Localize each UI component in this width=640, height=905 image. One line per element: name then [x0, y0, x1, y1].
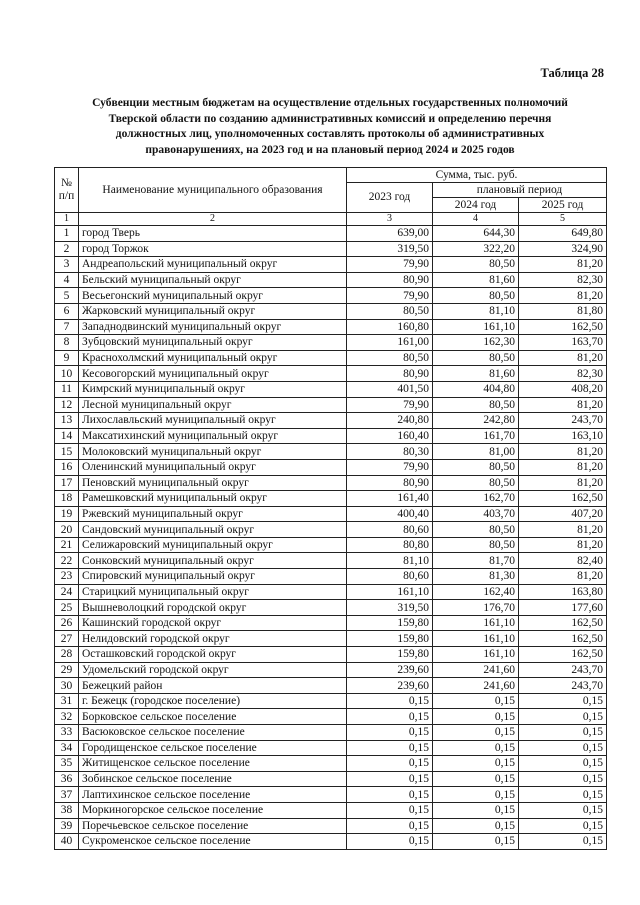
municipality-name: Андреапольский муниципальный округ [79, 257, 347, 273]
value-2024: 0,15 [433, 709, 519, 725]
row-number: 15 [55, 444, 79, 460]
value-2023: 81,10 [347, 553, 433, 569]
value-2024: 80,50 [433, 288, 519, 304]
value-2023: 0,15 [347, 709, 433, 725]
municipality-name: Селижаровский муниципальный округ [79, 537, 347, 553]
value-2024: 161,10 [433, 319, 519, 335]
value-2023: 80,60 [347, 569, 433, 585]
value-2024: 0,15 [433, 740, 519, 756]
row-number: 40 [55, 834, 79, 850]
value-2025: 81,20 [519, 397, 607, 413]
value-2025: 0,15 [519, 709, 607, 725]
value-2025: 177,60 [519, 600, 607, 616]
value-2024: 80,50 [433, 522, 519, 538]
value-2024: 176,70 [433, 600, 519, 616]
value-2025: 82,40 [519, 553, 607, 569]
value-2025: 81,80 [519, 303, 607, 319]
value-2024: 161,10 [433, 615, 519, 631]
value-2023: 79,90 [347, 288, 433, 304]
value-2023: 160,40 [347, 428, 433, 444]
row-number: 26 [55, 615, 79, 631]
value-2024: 0,15 [433, 834, 519, 850]
value-2025: 162,50 [519, 615, 607, 631]
value-2025: 0,15 [519, 771, 607, 787]
table-row [55, 802, 607, 818]
table-row [55, 226, 607, 242]
value-2024: 161,10 [433, 647, 519, 663]
municipality-name: Весьегонский муниципальный округ [79, 288, 347, 304]
header-2024: 2024 год [433, 198, 519, 213]
municipality-name: Кесовогорский муниципальный округ [79, 366, 347, 382]
municipality-name: Удомельский городской округ [79, 662, 347, 678]
value-2023: 0,15 [347, 802, 433, 818]
table-row [55, 241, 607, 257]
value-2025: 649,80 [519, 226, 607, 242]
value-2025: 162,50 [519, 647, 607, 663]
value-2023: 400,40 [347, 506, 433, 522]
table-row [55, 459, 607, 475]
value-2024: 0,15 [433, 693, 519, 709]
row-number: 12 [55, 397, 79, 413]
column-index: 4 [433, 213, 519, 226]
value-2024: 81,70 [433, 553, 519, 569]
value-2023: 401,50 [347, 381, 433, 397]
value-2024: 80,50 [433, 537, 519, 553]
value-2023: 80,50 [347, 350, 433, 366]
value-2024: 80,50 [433, 350, 519, 366]
municipality-name: Поречьевское сельское поселение [79, 818, 347, 834]
table-row [55, 740, 607, 756]
value-2023: 639,00 [347, 226, 433, 242]
table-row [55, 272, 607, 288]
value-2023: 0,15 [347, 787, 433, 803]
value-2025: 162,50 [519, 319, 607, 335]
value-2024: 81,60 [433, 366, 519, 382]
row-number: 35 [55, 756, 79, 772]
table-row [55, 569, 607, 585]
column-index-row [55, 213, 607, 226]
value-2023: 80,50 [347, 303, 433, 319]
document-title [52, 96, 608, 158]
row-number: 24 [55, 584, 79, 600]
municipality-name: Рамешковский муниципальный округ [79, 491, 347, 507]
row-number: 34 [55, 740, 79, 756]
table-row [55, 693, 607, 709]
municipality-name: Старицкий муниципальный округ [79, 584, 347, 600]
value-2025: 163,10 [519, 428, 607, 444]
value-2023: 319,50 [347, 600, 433, 616]
value-2024: 644,30 [433, 226, 519, 242]
table-row [55, 662, 607, 678]
value-2024: 162,40 [433, 584, 519, 600]
municipality-name: Лихославльский муниципальный округ [79, 413, 347, 429]
row-number: 38 [55, 802, 79, 818]
municipality-name: Сукроменское сельское поселение [79, 834, 347, 850]
row-number: 18 [55, 491, 79, 507]
table-row [55, 787, 607, 803]
municipality-name: Оленинский муниципальный округ [79, 459, 347, 475]
value-2023: 79,90 [347, 459, 433, 475]
table-row [55, 771, 607, 787]
column-index: 3 [347, 213, 433, 226]
row-number: 6 [55, 303, 79, 319]
row-number: 32 [55, 709, 79, 725]
row-number: 33 [55, 725, 79, 741]
value-2023: 0,15 [347, 725, 433, 741]
row-number: 8 [55, 335, 79, 351]
row-number: 5 [55, 288, 79, 304]
row-number: 29 [55, 662, 79, 678]
table-row [55, 397, 607, 413]
row-number: 7 [55, 319, 79, 335]
value-2023: 80,30 [347, 444, 433, 460]
title-line: Тверской области по созданию административных комиссий и определению перечня [108, 112, 552, 125]
value-2025: 82,30 [519, 366, 607, 382]
header-2023: 2023 год [347, 183, 433, 213]
value-2024: 80,50 [433, 257, 519, 273]
value-2023: 80,60 [347, 522, 433, 538]
table-row [55, 818, 607, 834]
value-2025: 0,15 [519, 787, 607, 803]
municipality-name: Житищенское сельское поселение [79, 756, 347, 772]
value-2024: 242,80 [433, 413, 519, 429]
municipality-name: Максатихинский муниципальный округ [79, 428, 347, 444]
table-row [55, 522, 607, 538]
row-number: 14 [55, 428, 79, 444]
value-2025: 162,50 [519, 491, 607, 507]
table-row [55, 288, 607, 304]
value-2023: 79,90 [347, 257, 433, 273]
header-plan-period: плановый период [433, 183, 607, 198]
table-body [55, 226, 607, 850]
value-2025: 243,70 [519, 678, 607, 694]
municipality-name: Жарковский муниципальный округ [79, 303, 347, 319]
value-2025: 324,90 [519, 241, 607, 257]
municipality-name: Васюковское сельское поселение [79, 725, 347, 741]
value-2023: 159,80 [347, 615, 433, 631]
municipality-name: Бежецкий район [79, 678, 347, 694]
municipality-name: Моркиногорское сельское поселение [79, 802, 347, 818]
table-row [55, 413, 607, 429]
row-number: 11 [55, 381, 79, 397]
value-2025: 81,20 [519, 569, 607, 585]
header-2025: 2025 год [519, 198, 607, 213]
value-2023: 80,90 [347, 475, 433, 491]
row-number: 2 [55, 241, 79, 257]
value-2025: 0,15 [519, 818, 607, 834]
value-2024: 80,50 [433, 459, 519, 475]
municipality-name: Нелидовский городской округ [79, 631, 347, 647]
header-name: Наименование муниципального образования [79, 168, 347, 213]
value-2023: 239,60 [347, 662, 433, 678]
value-2024: 80,50 [433, 397, 519, 413]
row-number: 16 [55, 459, 79, 475]
value-2024: 0,15 [433, 725, 519, 741]
municipality-name: город Торжок [79, 241, 347, 257]
value-2024: 0,15 [433, 787, 519, 803]
table-row [55, 303, 607, 319]
table-row [55, 709, 607, 725]
municipality-name: Борковское сельское поселение [79, 709, 347, 725]
value-2024: 403,70 [433, 506, 519, 522]
value-2023: 161,10 [347, 584, 433, 600]
municipality-name: Осташковский городской округ [79, 647, 347, 663]
value-2025: 82,30 [519, 272, 607, 288]
value-2025: 163,80 [519, 584, 607, 600]
table-row [55, 725, 607, 741]
municipality-name: Западнодвинский муниципальный округ [79, 319, 347, 335]
row-number: 37 [55, 787, 79, 803]
value-2023: 79,90 [347, 397, 433, 413]
municipality-name: Спировский муниципальный округ [79, 569, 347, 585]
value-2023: 159,80 [347, 631, 433, 647]
column-index: 5 [519, 213, 607, 226]
value-2024: 81,00 [433, 444, 519, 460]
table-row [55, 584, 607, 600]
table-row [55, 600, 607, 616]
table-row [55, 631, 607, 647]
row-number: 4 [55, 272, 79, 288]
municipality-name: Краснохолмский муниципальный округ [79, 350, 347, 366]
value-2024: 81,10 [433, 303, 519, 319]
row-number: 22 [55, 553, 79, 569]
title-line: должностных лиц, уполномоченных составлять протоколы об административных [115, 128, 545, 140]
table-row [55, 335, 607, 351]
value-2023: 160,80 [347, 319, 433, 335]
value-2025: 243,70 [519, 662, 607, 678]
table-row [55, 350, 607, 366]
row-number: 3 [55, 257, 79, 273]
value-2025: 81,20 [519, 288, 607, 304]
municipality-name: Бельский муниципальный округ [79, 272, 347, 288]
value-2025: 81,20 [519, 444, 607, 460]
municipality-name: Зубцовский муниципальный округ [79, 335, 347, 351]
value-2025: 81,20 [519, 350, 607, 366]
table-row [55, 428, 607, 444]
table-row [55, 491, 607, 507]
value-2024: 0,15 [433, 771, 519, 787]
table-row [55, 506, 607, 522]
table-row [55, 834, 607, 850]
title-line: правонарушениях, на 2023 год и на плановый период 2024 и 2025 годов [145, 143, 515, 156]
municipality-name: Сандовский муниципальный округ [79, 522, 347, 538]
value-2025: 81,20 [519, 257, 607, 273]
value-2023: 239,60 [347, 678, 433, 694]
row-number: 21 [55, 537, 79, 553]
value-2025: 0,15 [519, 725, 607, 741]
value-2025: 162,50 [519, 631, 607, 647]
municipality-name: Сонковский муниципальный округ [79, 553, 347, 569]
value-2023: 80,80 [347, 537, 433, 553]
value-2024: 161,10 [433, 631, 519, 647]
table-row [55, 678, 607, 694]
row-number: 27 [55, 631, 79, 647]
value-2024: 0,15 [433, 756, 519, 772]
row-number: 13 [55, 413, 79, 429]
value-2024: 80,50 [433, 475, 519, 491]
row-number: 39 [55, 818, 79, 834]
value-2023: 161,00 [347, 335, 433, 351]
value-2023: 0,15 [347, 818, 433, 834]
row-number: 28 [55, 647, 79, 663]
table-row [55, 537, 607, 553]
value-2025: 0,15 [519, 756, 607, 772]
value-2025: 81,20 [519, 537, 607, 553]
municipality-name: Кашинский городской округ [79, 615, 347, 631]
municipality-name: Пеновский муниципальный округ [79, 475, 347, 491]
row-number: 30 [55, 678, 79, 694]
value-2025: 0,15 [519, 740, 607, 756]
table-row [55, 475, 607, 491]
row-number: 10 [55, 366, 79, 382]
title-line: Субвенции местным бюджетам на осуществление отдельных государственных полномочий [92, 97, 568, 109]
value-2025: 0,15 [519, 834, 607, 850]
table-row [55, 756, 607, 772]
value-2024: 162,70 [433, 491, 519, 507]
table-row [55, 319, 607, 335]
column-index: 2 [79, 213, 347, 226]
value-2024: 241,60 [433, 678, 519, 694]
value-2023: 161,40 [347, 491, 433, 507]
row-number: 9 [55, 350, 79, 366]
value-2023: 240,80 [347, 413, 433, 429]
value-2025: 243,70 [519, 413, 607, 429]
municipality-name: Лаптихинское сельское поселение [79, 787, 347, 803]
row-number: 31 [55, 693, 79, 709]
value-2025: 0,15 [519, 693, 607, 709]
table-row [55, 366, 607, 382]
value-2023: 0,15 [347, 834, 433, 850]
table-row [55, 553, 607, 569]
value-2025: 163,70 [519, 335, 607, 351]
table-row [55, 615, 607, 631]
value-2023: 159,80 [347, 647, 433, 663]
header-sum: Сумма, тыс. руб. [347, 168, 607, 183]
value-2023: 0,15 [347, 693, 433, 709]
table-row [55, 444, 607, 460]
value-2025: 81,20 [519, 459, 607, 475]
municipality-name: г. Бежецк (городское поселение) [79, 693, 347, 709]
value-2023: 80,90 [347, 272, 433, 288]
row-number: 25 [55, 600, 79, 616]
value-2024: 81,30 [433, 569, 519, 585]
header-no: № п/п [55, 168, 79, 213]
value-2023: 0,15 [347, 756, 433, 772]
row-number: 1 [55, 226, 79, 242]
municipality-name: Вышневолоцкий городской округ [79, 600, 347, 616]
table-row [55, 647, 607, 663]
municipality-name: Кимрский муниципальный округ [79, 381, 347, 397]
value-2023: 80,90 [347, 366, 433, 382]
value-2024: 161,70 [433, 428, 519, 444]
value-2023: 319,50 [347, 241, 433, 257]
value-2023: 0,15 [347, 740, 433, 756]
table-number: Таблица 28 [540, 66, 604, 80]
table-row [55, 381, 607, 397]
value-2024: 241,60 [433, 662, 519, 678]
value-2024: 322,20 [433, 241, 519, 257]
row-number: 36 [55, 771, 79, 787]
municipality-name: Зобинское сельское поселение [79, 771, 347, 787]
row-number: 23 [55, 569, 79, 585]
value-2025: 81,20 [519, 522, 607, 538]
municipality-name: Городищенское сельское поселение [79, 740, 347, 756]
value-2025: 407,20 [519, 506, 607, 522]
value-2025: 81,20 [519, 475, 607, 491]
value-2024: 0,15 [433, 802, 519, 818]
value-2025: 408,20 [519, 381, 607, 397]
municipality-name: город Тверь [79, 226, 347, 242]
row-number: 20 [55, 522, 79, 538]
row-number: 17 [55, 475, 79, 491]
row-number: 19 [55, 506, 79, 522]
value-2024: 81,60 [433, 272, 519, 288]
value-2024: 404,80 [433, 381, 519, 397]
municipality-name: Ржевский муниципальный округ [79, 506, 347, 522]
subsidy-table [54, 167, 607, 850]
municipality-name: Молоковский муниципальный округ [79, 444, 347, 460]
value-2024: 162,30 [433, 335, 519, 351]
table-row [55, 257, 607, 273]
value-2025: 0,15 [519, 802, 607, 818]
municipality-name: Лесной муниципальный округ [79, 397, 347, 413]
column-index: 1 [55, 213, 79, 226]
value-2023: 0,15 [347, 771, 433, 787]
value-2024: 0,15 [433, 818, 519, 834]
